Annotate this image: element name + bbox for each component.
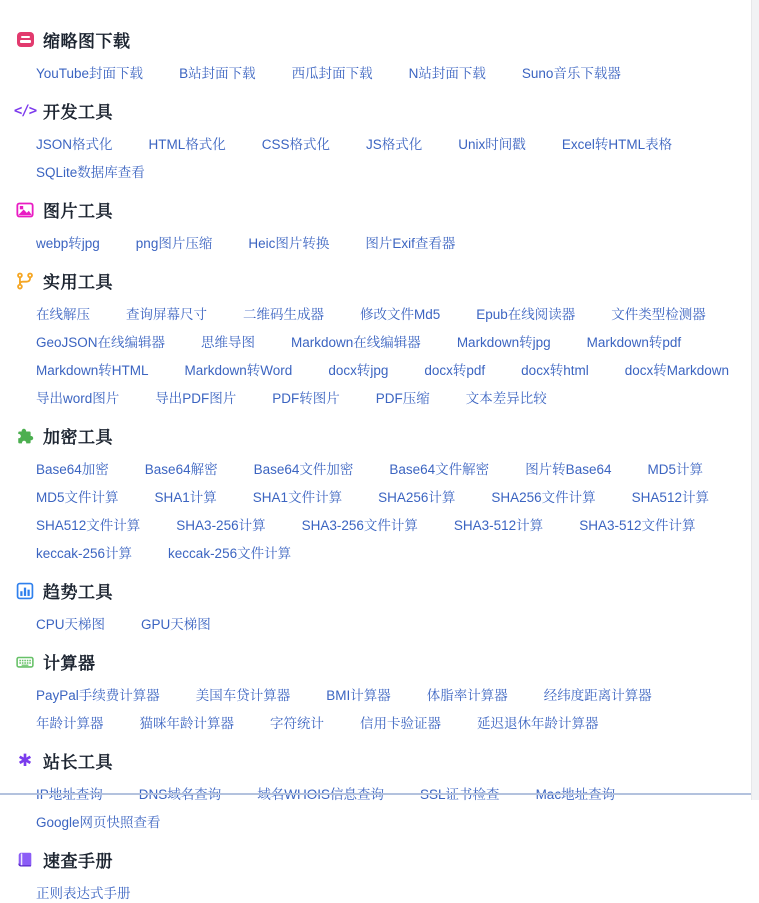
tool-link[interactable] [257, 786, 384, 804]
tool-link[interactable]: 字符统计 [270, 716, 324, 731]
section-title: 缩略图下载 [43, 32, 131, 51]
tool-link[interactable]: 西瓜封面下载 [291, 66, 373, 81]
tool-link[interactable]: JS格式化 [366, 137, 423, 152]
tool-link[interactable]: docx转jpg [328, 363, 389, 378]
tool-link[interactable]: 在线解压 [36, 307, 90, 322]
section-links [16, 65, 729, 83]
tool-section-thumbnail-download [16, 27, 729, 83]
tool-link[interactable]: 图片转Base64 [525, 462, 612, 477]
tool-link[interactable]: 二维码生成器 [243, 307, 324, 322]
tool-link[interactable]: SQLite数据库查看 [36, 165, 145, 180]
youtube-icon [16, 31, 34, 49]
tool-link[interactable] [36, 786, 103, 804]
section-header [16, 748, 729, 773]
section-header [13, 98, 729, 123]
section-title: 站长工具 [43, 753, 113, 772]
tool-link[interactable]: Base64解密 [144, 462, 218, 477]
tool-section-trend-tools [16, 578, 729, 634]
tool-link[interactable]: 思维导图 [201, 335, 256, 350]
tool-link[interactable]: 图片Exif查看器 [365, 236, 456, 251]
tool-section-image-tools [16, 197, 729, 253]
tool-link[interactable]: 经纬度距离计算器 [543, 688, 652, 703]
section-title: 图片工具 [43, 202, 113, 221]
tool-link[interactable]: Markdown转Word [184, 363, 293, 378]
image-icon [16, 201, 34, 219]
tool-link[interactable]: BMI计算器 [326, 688, 391, 703]
section-title: 计算器 [43, 654, 96, 673]
section-header [16, 268, 729, 293]
section-title: 开发工具 [43, 103, 113, 122]
section-title: 实用工具 [43, 273, 113, 292]
tool-link[interactable]: 修改文件Md5 [360, 307, 441, 322]
tool-link[interactable]: SHA3-512计算 [453, 518, 544, 533]
bar-chart-icon [16, 582, 34, 600]
tool-link[interactable]: JSON格式化 [36, 137, 113, 152]
tool-link[interactable]: Base64文件解密 [389, 462, 490, 477]
tool-section-cheatsheets [16, 847, 729, 903]
section-links [16, 306, 729, 408]
tool-link[interactable]: Base64加密 [36, 462, 109, 477]
tool-section-crypto-tools [16, 423, 729, 563]
tool-link[interactable]: PayPal手续费计算器 [36, 688, 160, 703]
tool-link[interactable]: CSS格式化 [261, 137, 331, 152]
tool-link[interactable]: PDF压缩 [375, 391, 430, 406]
section-header [16, 649, 729, 674]
section-links [16, 687, 729, 733]
section-links [16, 885, 729, 903]
tool-link[interactable]: SHA256计算 [378, 490, 456, 505]
tool-link[interactable]: 信用卡验证器 [360, 716, 441, 731]
tool-link[interactable] [139, 786, 222, 804]
section-header [16, 847, 729, 872]
tool-link[interactable]: 美国车贷计算器 [195, 688, 291, 703]
tool-link[interactable]: GeoJSON在线编辑器 [36, 335, 166, 350]
tool-link[interactable]: Markdown转HTML [36, 363, 149, 378]
tool-link[interactable]: Markdown转jpg [456, 335, 551, 350]
tool-section-webmaster-tools [16, 748, 729, 832]
tool-link[interactable]: Google网页快照查看 [36, 815, 161, 830]
tool-link[interactable]: SHA1计算 [154, 490, 217, 505]
tool-link[interactable]: 体脂率计算器 [426, 688, 508, 703]
tool-link[interactable]: 导出word图片 [36, 391, 120, 406]
tool-link[interactable]: CPU天梯图 [36, 617, 106, 632]
tool-link[interactable]: YouTube封面下载 [36, 66, 144, 81]
tool-link[interactable]: Suno音乐下载器 [521, 66, 621, 81]
tool-link[interactable]: SHA1文件计算 [252, 490, 343, 505]
tool-link[interactable]: SHA3-256文件计算 [301, 518, 418, 533]
section-links [16, 235, 729, 253]
scrollbar-track[interactable] [751, 0, 759, 800]
tool-link[interactable]: SHA512文件计算 [36, 518, 141, 533]
tool-link[interactable]: SHA3-256计算 [176, 518, 266, 533]
tool-link[interactable]: Heic图片转换 [248, 236, 330, 251]
tool-section-utility-tools [16, 268, 729, 408]
asterisk-icon: ✱ [17, 750, 33, 770]
section-header [16, 578, 729, 603]
tool-link[interactable]: Epub在线阅读器 [476, 307, 576, 322]
section-title: 速查手册 [43, 852, 113, 871]
section-header [16, 197, 729, 222]
tool-link[interactable]: 文本差异比较 [465, 391, 547, 406]
tool-link[interactable]: HTML格式化 [148, 137, 226, 152]
tool-link[interactable]: 查询屏幕尺寸 [126, 307, 207, 322]
puzzle-icon [16, 427, 34, 445]
book-icon [16, 851, 34, 869]
tool-link[interactable]: MD5文件计算 [36, 490, 119, 505]
tool-link[interactable]: webp转jpg [36, 236, 100, 251]
tool-link[interactable] [420, 786, 500, 804]
tool-link[interactable] [536, 786, 616, 804]
tool-link[interactable]: docx转html [521, 363, 589, 378]
tool-link[interactable]: N站封面下载 [408, 66, 486, 81]
tool-link[interactable]: Markdown转pdf [586, 335, 682, 350]
section-header [16, 423, 729, 448]
tool-link[interactable]: Excel转HTML表格 [561, 137, 673, 152]
section-title: 趋势工具 [43, 583, 113, 602]
tool-link[interactable]: Markdown在线编辑器 [291, 335, 421, 350]
code-icon: </> [13, 102, 37, 119]
branch-icon [16, 272, 34, 290]
section-links [16, 136, 729, 182]
tool-link[interactable]: keccak-256文件计算 [168, 546, 292, 561]
tool-link[interactable]: SHA512计算 [631, 490, 709, 505]
tool-link[interactable]: 文件类型检测器 [611, 307, 706, 322]
tool-link[interactable]: 延迟退休年龄计算器 [477, 716, 599, 731]
tool-link[interactable]: 猫咪年龄计算器 [139, 716, 234, 731]
tool-section-dev-tools [13, 98, 729, 182]
tool-link[interactable]: MD5计算 [647, 462, 703, 477]
tool-link[interactable]: 年龄计算器 [36, 716, 104, 731]
tool-link[interactable]: GPU天梯图 [141, 617, 211, 632]
section-header [16, 27, 729, 52]
sections-list [13, 27, 729, 903]
tool-link[interactable]: docx转Markdown [624, 363, 729, 378]
tool-link[interactable]: png图片压缩 [135, 236, 213, 251]
tool-link[interactable]: Unix时间戳 [458, 137, 526, 152]
keyboard-icon [16, 653, 34, 671]
bottom-divider [0, 793, 752, 795]
tool-link[interactable]: B站封面下载 [179, 66, 256, 81]
tool-link[interactable]: SHA256文件计算 [491, 490, 596, 505]
tool-link[interactable]: SHA3-512文件计算 [579, 518, 696, 533]
section-links [16, 461, 729, 563]
tool-link[interactable]: keccak-256计算 [36, 546, 133, 561]
tool-link[interactable]: Base64文件加密 [253, 462, 354, 477]
tool-link[interactable]: 导出PDF图片 [155, 391, 237, 406]
tool-link[interactable]: 正则表达式手册 [36, 886, 131, 901]
tool-link[interactable]: PDF转图片 [272, 391, 340, 406]
tool-link[interactable]: docx转pdf [424, 363, 486, 378]
section-links [16, 616, 729, 634]
tool-section-calculators [16, 649, 729, 733]
section-title: 加密工具 [43, 428, 113, 447]
